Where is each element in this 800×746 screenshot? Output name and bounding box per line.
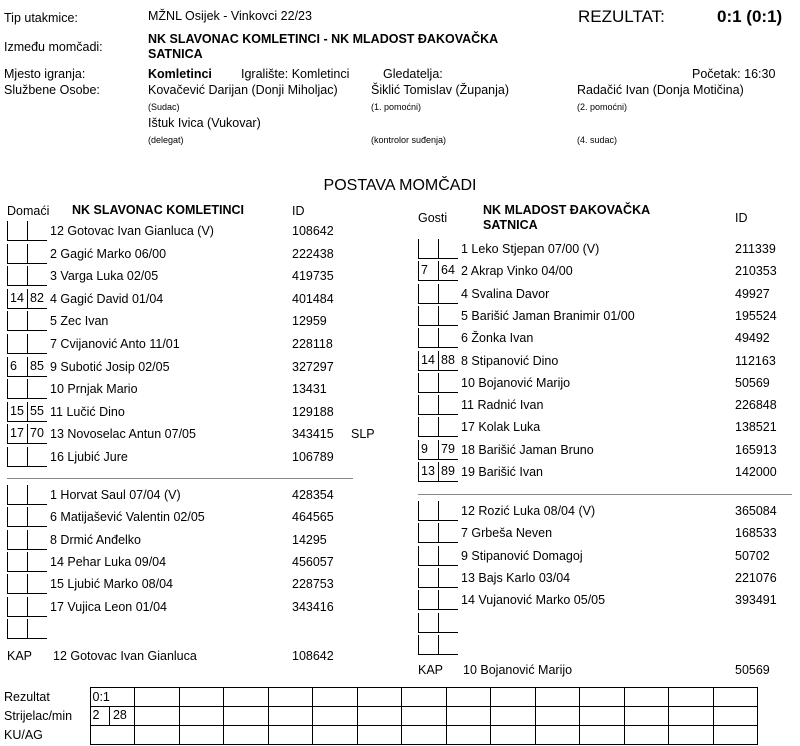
sub-number-box	[27, 507, 47, 527]
sub-minute-box: 14	[418, 351, 438, 371]
player-name: 9 Subotić Josip 02/05	[50, 359, 170, 374]
sub-minute-box	[418, 239, 438, 259]
sub-number-box	[438, 501, 458, 521]
player-name: 12 Gotovac Ivan Gianluca (V)	[50, 224, 214, 238]
match-type-value: MŽNL Osijek - Vinkovci 22/23	[148, 9, 312, 23]
sub-number-box	[438, 395, 458, 415]
assistant2-role: (2. pomoćni)	[577, 102, 628, 112]
teams-label: Između momčadi:	[4, 40, 103, 54]
sub-minute-box	[7, 379, 27, 399]
player-id: 210353	[735, 264, 777, 279]
sub-number-box: 89	[438, 462, 458, 482]
player-id: 222438	[292, 246, 334, 261]
away-captain-player: 10 Bojanović Marijo	[463, 663, 573, 677]
sub-minute-box	[418, 284, 438, 304]
player-name: 17 Kolak Luka	[461, 420, 541, 435]
score-row-kuag	[4, 726, 758, 745]
player-id: 49492	[735, 331, 770, 346]
sub-number-box	[27, 266, 47, 286]
sub-number-box	[438, 306, 458, 326]
sub-number-box	[438, 417, 458, 437]
sub-minute-box	[418, 546, 438, 566]
player-id: 228118	[292, 337, 333, 351]
delegate-name: Ištuk Ivica (Vukovar)	[148, 116, 261, 130]
player-id: 195524	[735, 308, 777, 323]
sub-minute-box	[418, 590, 438, 610]
player-id: 129188	[292, 404, 334, 419]
score-row-scorer	[4, 707, 758, 726]
player-name: 6 Matijašević Valentin 02/05	[50, 510, 205, 525]
player-name: 5 Zec Ivan	[50, 314, 109, 329]
sub-number-box	[27, 597, 47, 617]
sub-number-box	[438, 613, 458, 633]
sub-number-box: 85	[27, 357, 47, 377]
scorer-minute: 28	[112, 708, 127, 722]
sub-minute-box	[418, 373, 438, 393]
player-id: 327297	[292, 359, 334, 374]
player-name: 1 Leko Stjepan 07/00 (V)	[461, 242, 600, 256]
away-team-name-line1: NK MLADOST ĐAKOVAČKA	[483, 203, 651, 217]
score-table	[4, 687, 758, 745]
away-captain-id: 50569	[735, 663, 770, 677]
player-name: 14 Vujanović Marko 05/05	[461, 593, 606, 608]
player-name: 10 Prnjak Mario	[50, 382, 138, 397]
referee-role: (Sudac)	[148, 102, 180, 112]
player-id: 49927	[735, 286, 770, 301]
result-row-label: Rezultat	[4, 689, 50, 704]
kuag-row-label: KU/AG	[4, 727, 43, 742]
player-id: 456057	[292, 554, 334, 569]
referee-name: Kovačević Darijan (Donji Miholjac)	[148, 83, 338, 97]
player-name: 8 Drmić Anđelko	[50, 532, 142, 547]
spectators-label: Gledatelja:	[383, 67, 443, 81]
player-id: 419735	[292, 269, 334, 284]
away-label: Gosti	[418, 211, 448, 225]
pitch-value: Igralište: Komletinci	[241, 67, 350, 81]
sub-number-box	[27, 311, 47, 331]
player-id: 221076	[735, 570, 777, 585]
player-id: 112163	[735, 353, 776, 368]
sub-number-box	[438, 284, 458, 304]
sub-minute-box	[7, 574, 27, 594]
assistant1-name: Šiklić Tomislav (Županja)	[371, 83, 510, 97]
sub-number-box: 64	[438, 261, 458, 281]
sub-minute-box	[7, 311, 27, 331]
player-id: 108642	[292, 224, 334, 238]
player-id: 106789	[292, 450, 334, 464]
player-name: 2 Akrap Vinko 04/00	[461, 264, 573, 279]
sub-number-box: 88	[438, 351, 458, 371]
sub-minute-box	[418, 568, 438, 588]
player-name: 13 Novoselac Antun 07/05	[50, 427, 196, 442]
player-name: 11 Lučić Dino	[50, 404, 125, 419]
venue-label: Mjesto igranja:	[4, 67, 86, 81]
home-id-header: ID	[292, 204, 305, 218]
assistant2-name: Radačić Ivan (Donja Motičina)	[577, 83, 744, 97]
sub-minute-box	[418, 501, 438, 521]
sub-number-box	[27, 334, 47, 354]
player-name: 17 Vujica Leon 01/04	[50, 599, 167, 614]
home-captain-player: 12 Gotovac Ivan Gianluca	[53, 649, 197, 663]
player-name: 16 Ljubić Jure	[50, 450, 128, 464]
player-id: 138521	[735, 420, 777, 435]
sub-number-box	[27, 447, 47, 467]
away-id-header: ID	[735, 211, 748, 225]
result-value: 0:1 (0:1)	[717, 7, 783, 26]
sub-minute-box: 9	[418, 440, 438, 460]
player-name: 1 Horvat Saul 07/04 (V)	[50, 488, 181, 502]
sub-minute-box	[418, 328, 438, 348]
player-id: 464565	[292, 510, 334, 525]
teams-line-1: NK SLAVONAC KOMLETINCI - NK MLADOST ĐAKOVAČKA	[148, 32, 499, 46]
player-name: 18 Barišić Jaman Bruno	[461, 442, 594, 457]
sub-minute-box	[7, 447, 27, 467]
officials-label: Službene Osobe:	[4, 83, 100, 97]
player-id: 211339	[735, 242, 776, 256]
sub-number-box: 79	[438, 440, 458, 460]
player-id: 343415	[292, 427, 334, 442]
player-name: 7 Grbeša Neven	[461, 526, 553, 541]
sub-number-box	[27, 244, 47, 264]
sub-minute-box	[7, 266, 27, 286]
player-name: 6 Žonka Ivan	[461, 331, 534, 346]
player-id: 12959	[292, 314, 327, 329]
sub-number-box	[438, 373, 458, 393]
sub-number-box	[438, 523, 458, 543]
sub-minute-box: 14	[7, 289, 27, 309]
sub-number-box	[27, 530, 47, 550]
player-id: 165913	[735, 442, 777, 457]
sub-minute-box	[418, 613, 438, 633]
sub-number-box	[27, 619, 47, 639]
sub-minute-box	[7, 221, 27, 241]
controller-role: (kontrolor suđenja)	[371, 135, 447, 145]
player-name: 7 Cvijanović Anto 11/01	[50, 337, 180, 351]
player-name: 13 Bajs Karlo 03/04	[461, 570, 571, 585]
player-name: 14 Pehar Luka 09/04	[50, 554, 167, 569]
sub-minute-box	[418, 395, 438, 415]
sub-minute-box	[7, 619, 27, 639]
sub-minute-box	[7, 334, 27, 354]
sub-minute-box	[418, 417, 438, 437]
result-label: REZULTAT:	[578, 7, 665, 26]
sub-minute-box	[7, 530, 27, 550]
sub-minute-box	[418, 523, 438, 543]
fourth-official-role: (4. sudac)	[577, 135, 618, 145]
sub-number-box	[27, 221, 47, 241]
sub-number-box: 55	[27, 402, 47, 422]
sub-minute-box	[7, 244, 27, 264]
teams-line-2: SATNICA	[148, 47, 203, 61]
player-id: 142000	[735, 465, 777, 479]
player-id: 50569	[735, 375, 770, 390]
player-note: SLP	[351, 427, 375, 442]
player-id: 228753	[292, 577, 334, 592]
sub-number-box	[438, 328, 458, 348]
player-name: 4 Gagić David 01/04	[50, 291, 164, 306]
scorer-cell	[90, 707, 135, 726]
home-divider	[7, 478, 353, 479]
result-cell: 0:1	[90, 688, 135, 707]
player-id: 393491	[735, 593, 777, 608]
assistant1-role: (1. pomoćni)	[371, 102, 422, 112]
sub-number-box: 82	[27, 289, 47, 309]
sub-minute-box: 15	[7, 402, 27, 422]
venue-value: Komletinci	[148, 67, 212, 81]
sub-minute-box: 13	[418, 462, 438, 482]
player-name: 11 Radnić Ivan	[461, 398, 544, 413]
sub-number-box	[438, 568, 458, 588]
sub-minute-box	[7, 485, 27, 505]
sub-number-box	[438, 590, 458, 610]
player-name: 10 Bojanović Marijo	[461, 375, 571, 390]
player-id: 50702	[735, 548, 770, 563]
sub-number-box	[27, 574, 47, 594]
player-name: 15 Ljubić Marko 08/04	[50, 577, 173, 592]
sub-minute-box: 7	[418, 261, 438, 281]
kickoff-time: Početak: 16:30	[692, 67, 776, 81]
sub-minute-box	[7, 507, 27, 527]
player-id: 168533	[735, 526, 777, 541]
player-name: 5 Barišić Jaman Branimir 01/00	[461, 308, 635, 323]
sub-number-box	[438, 546, 458, 566]
player-name: 3 Varga Luka 02/05	[50, 269, 159, 284]
player-id: 14295	[292, 532, 327, 547]
match-type-label: Tip utakmice:	[4, 11, 78, 25]
home-captain-id: 108642	[292, 649, 334, 663]
delegate-role: (delegat)	[148, 135, 184, 145]
player-name: 9 Stipanović Domagoj	[461, 548, 583, 563]
player-id: 226848	[735, 398, 777, 413]
player-id: 343416	[292, 599, 334, 614]
scorer-row-label: Strijelac/min	[4, 708, 73, 723]
sub-number-box	[27, 379, 47, 399]
away-captain-label: KAP	[418, 663, 444, 677]
player-name: 12 Rozić Luka 08/04 (V)	[461, 504, 596, 518]
sub-minute-box	[418, 306, 438, 326]
home-label: Domaći	[7, 204, 50, 218]
home-team-name: NK SLAVONAC KOMLETINCI	[72, 203, 244, 217]
sub-minute-box	[7, 597, 27, 617]
sub-number-box	[27, 485, 47, 505]
player-name: 19 Barišić Ivan	[461, 465, 543, 479]
away-divider	[418, 494, 792, 495]
player-name: 8 Stipanović Dino	[461, 353, 559, 368]
sub-number-box	[438, 239, 458, 259]
player-name: 2 Gagić Marko 06/00	[50, 246, 167, 261]
sub-number-box	[27, 552, 47, 572]
sub-number-box	[438, 635, 458, 655]
sub-minute-box	[7, 552, 27, 572]
player-id: 365084	[735, 504, 777, 518]
home-captain-label: KAP	[7, 649, 33, 663]
away-team-name-line2: SATNICA	[483, 218, 538, 232]
scorer-number: 2	[93, 707, 110, 725]
lineup-title: POSTAVA MOMČADI	[323, 177, 477, 194]
sub-minute-box: 17	[7, 424, 27, 444]
sub-minute-box	[418, 635, 438, 655]
player-name: 4 Svalina Davor	[461, 286, 550, 301]
score-row-result	[4, 688, 758, 707]
player-id: 401484	[292, 291, 334, 306]
sub-minute-box: 6	[7, 357, 27, 377]
player-id: 13431	[292, 382, 327, 397]
sub-number-box: 70	[27, 424, 47, 444]
player-id: 428354	[292, 488, 334, 502]
